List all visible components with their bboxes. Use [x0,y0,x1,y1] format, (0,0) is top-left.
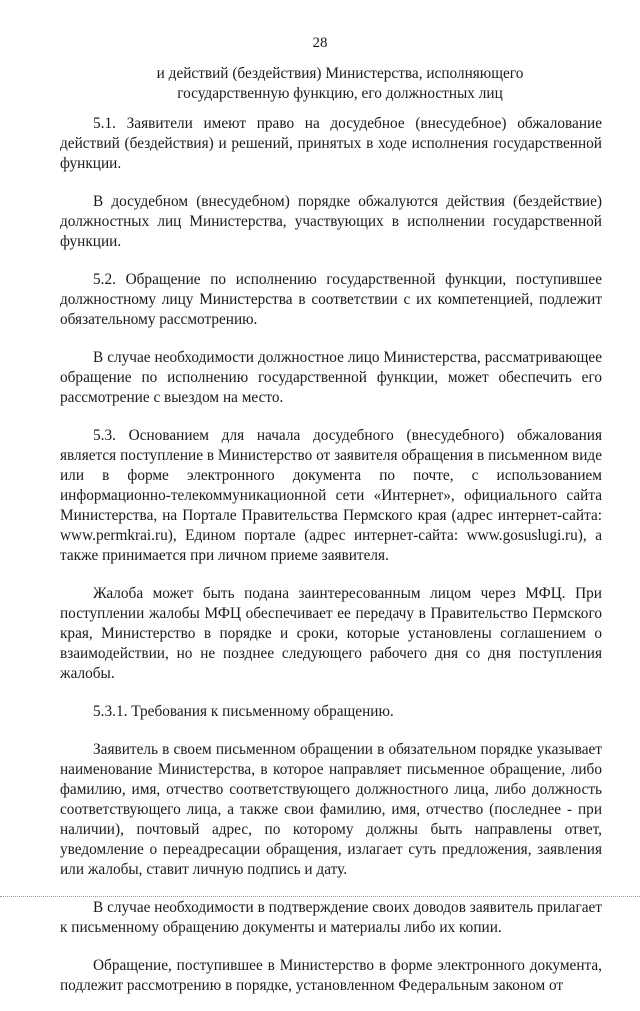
section-heading-line: государственную функцию, его должностных лиц [177,85,503,102]
paragraph-attachments: В случае необходимости в подтверждение своих доводов заявитель прилагает к письменному обращению документы и материалы либо их копии. [60,899,602,936]
paragraph-mfc-complaint: Жалоба может быть подана заинтересованным лицом через МФЦ. При поступлении жалобы МФЦ обеспечивает ее передачу в Правительство Пермского края, Министерство в порядке и сроки, которые установлены соглашением о взаимодействии, но не позднее следующего рабочего дня со дня поступления жалобы. [60,585,602,682]
scan-bottom-edge [0,896,640,899]
paragraph-5-3-1: 5.3.1. Требования к письменному обращению. [93,703,394,720]
paragraph-5-3: 5.3. Основанием для начала досудебного (внесудебного) обжалования является поступление в Министерство от заявителя обращения в письменном виде или в форме электронного документа по почте, с использованием информационно-телекоммуникационной сети «Интернет», официального сайта Министерства, на Портале Правительства Пермского края (адрес интернет-сайта: www.permkrai.ru), Едином портале (адрес интернет-сайта: www.gosuslugi.ru), а также принимается при личном приеме заявителя. [60,427,602,564]
paragraph-5-2: 5.2. Обращение по исполнению государственной функции, поступившее должностному лицу Министерства в соответствии с их компетенцией, подлежит обязательному рассмотрению. [60,271,602,328]
page-number: 28 [312,35,328,51]
document-body [60,114,602,1011]
section-heading-line: и действий (бездействия) Министерства, исполняющего [156,65,524,82]
paragraph-onsite-review: В случае необходимости должностное лицо Министерства, рассматривающее обращение по исполнению государственной функции, может обеспечить его рассмотрение с выездом на место. [60,349,602,406]
paragraph-5-1: 5.1. Заявители имеют право на досудебное (внесудебное) обжалование действий (бездействия) и решений, принятых в ходе исполнения государственной функции. [60,115,602,172]
paragraph-electronic-document: Обращение, поступившее в Министерство в форме электронного документа, подлежит рассмотрению в порядке, установленном Федеральным законом от [60,957,602,994]
section-heading [60,64,620,104]
paragraph-appeal-procedure: В досудебном (внесудебном) порядке обжалуются действия (бездействие) должностных лиц Министерства, участвующих в исполнении государственной функции. [60,193,602,250]
paragraph-written-requirements: Заявитель в своем письменном обращении в обязательном порядке указывает наименование Министерства, в которое направляет письменное обращение, либо фамилию, имя, отчество соответствующего должностного лица, либо должность соответствующего лица, а также свои фамилию, имя, отчество (последнее - при наличии), почтовый адрес, по которому должны быть направлены ответ, уведомление о переадресации обращения, излагает суть предложения, заявления или жалобы, ставит личную подпись и дату. [60,741,602,878]
